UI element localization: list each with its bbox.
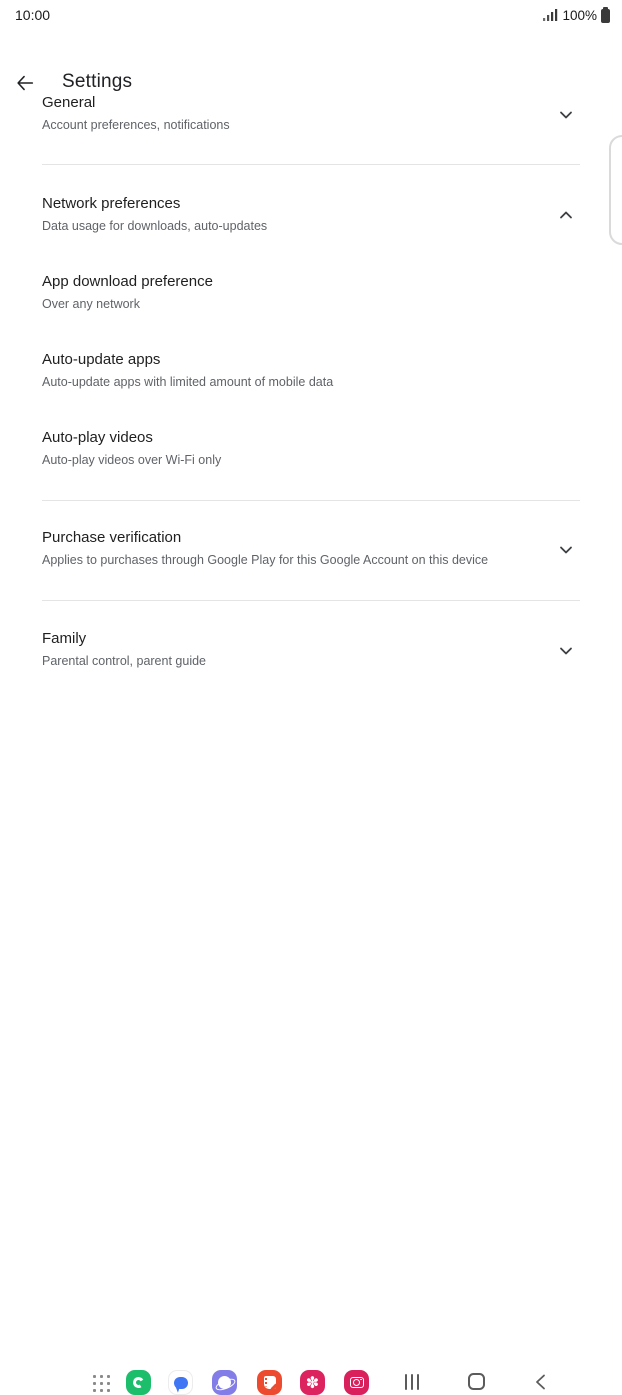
divider bbox=[42, 164, 580, 165]
row-network-preferences[interactable] bbox=[42, 194, 580, 234]
messages-icon[interactable] bbox=[168, 1370, 193, 1395]
row-subtitle: Auto-update apps with limited amount of mobile data bbox=[42, 375, 334, 389]
signal-icon bbox=[543, 9, 558, 22]
row-title: Family bbox=[42, 630, 87, 647]
row-subtitle: Auto-play videos over Wi-Fi only bbox=[42, 453, 222, 467]
row-auto-play-videos[interactable] bbox=[42, 428, 580, 468]
home-icon[interactable] bbox=[468, 1373, 485, 1390]
chevron-down-icon[interactable] bbox=[554, 639, 578, 663]
row-auto-update-apps[interactable] bbox=[42, 350, 580, 390]
back-button[interactable] bbox=[11, 69, 39, 97]
camera-icon[interactable] bbox=[344, 1370, 369, 1395]
row-title: General bbox=[42, 94, 96, 111]
row-subtitle: Account preferences, notifications bbox=[42, 118, 230, 132]
page-title: Settings bbox=[62, 71, 133, 92]
taskbar bbox=[0, 680, 622, 1392]
row-title: Purchase verification bbox=[42, 529, 182, 546]
edge-panel-handle[interactable] bbox=[609, 135, 622, 245]
battery-icon bbox=[601, 9, 610, 23]
flower-glyph: ✽ bbox=[305, 1372, 320, 1392]
notes-icon[interactable] bbox=[257, 1370, 282, 1395]
apps-grid-icon[interactable] bbox=[93, 1375, 111, 1393]
chevron-down-icon[interactable] bbox=[554, 103, 578, 127]
phone-handset-glyph bbox=[132, 1376, 145, 1389]
row-subtitle: Applies to purchases through Google Play for this Google Account on this device bbox=[42, 553, 489, 567]
back-arrow-icon bbox=[14, 72, 36, 94]
divider bbox=[42, 500, 580, 501]
gallery-flower-icon[interactable] bbox=[300, 1370, 325, 1395]
row-family[interactable] bbox=[42, 629, 580, 669]
app-header bbox=[0, 32, 622, 92]
row-title: App download preference bbox=[42, 273, 213, 290]
battery-percent: 100% bbox=[562, 7, 597, 23]
row-title: Auto-update apps bbox=[42, 351, 161, 368]
globe-glyph bbox=[218, 1376, 231, 1389]
row-app-download-preference[interactable] bbox=[42, 272, 580, 312]
chevron-up-icon[interactable] bbox=[554, 203, 578, 227]
chevron-down-icon[interactable] bbox=[554, 538, 578, 562]
row-subtitle: Data usage for downloads, auto-updates bbox=[42, 219, 268, 233]
row-purchase-verification[interactable] bbox=[42, 528, 580, 568]
status-bar bbox=[0, 0, 622, 30]
internet-icon[interactable] bbox=[212, 1370, 237, 1395]
chat-bubble-glyph bbox=[174, 1377, 188, 1389]
row-title: Network preferences bbox=[42, 195, 181, 212]
divider bbox=[42, 600, 580, 601]
row-subtitle: Over any network bbox=[42, 297, 140, 311]
row-title: Auto-play videos bbox=[42, 429, 153, 446]
back-icon[interactable] bbox=[533, 1374, 549, 1390]
phone-icon[interactable] bbox=[126, 1370, 151, 1395]
camera-glyph bbox=[350, 1377, 364, 1388]
row-general[interactable] bbox=[42, 93, 580, 133]
clock: 10:00 bbox=[15, 7, 51, 23]
note-glyph bbox=[264, 1376, 276, 1389]
recents-icon[interactable] bbox=[404, 1374, 420, 1390]
row-subtitle: Parental control, parent guide bbox=[42, 654, 206, 668]
